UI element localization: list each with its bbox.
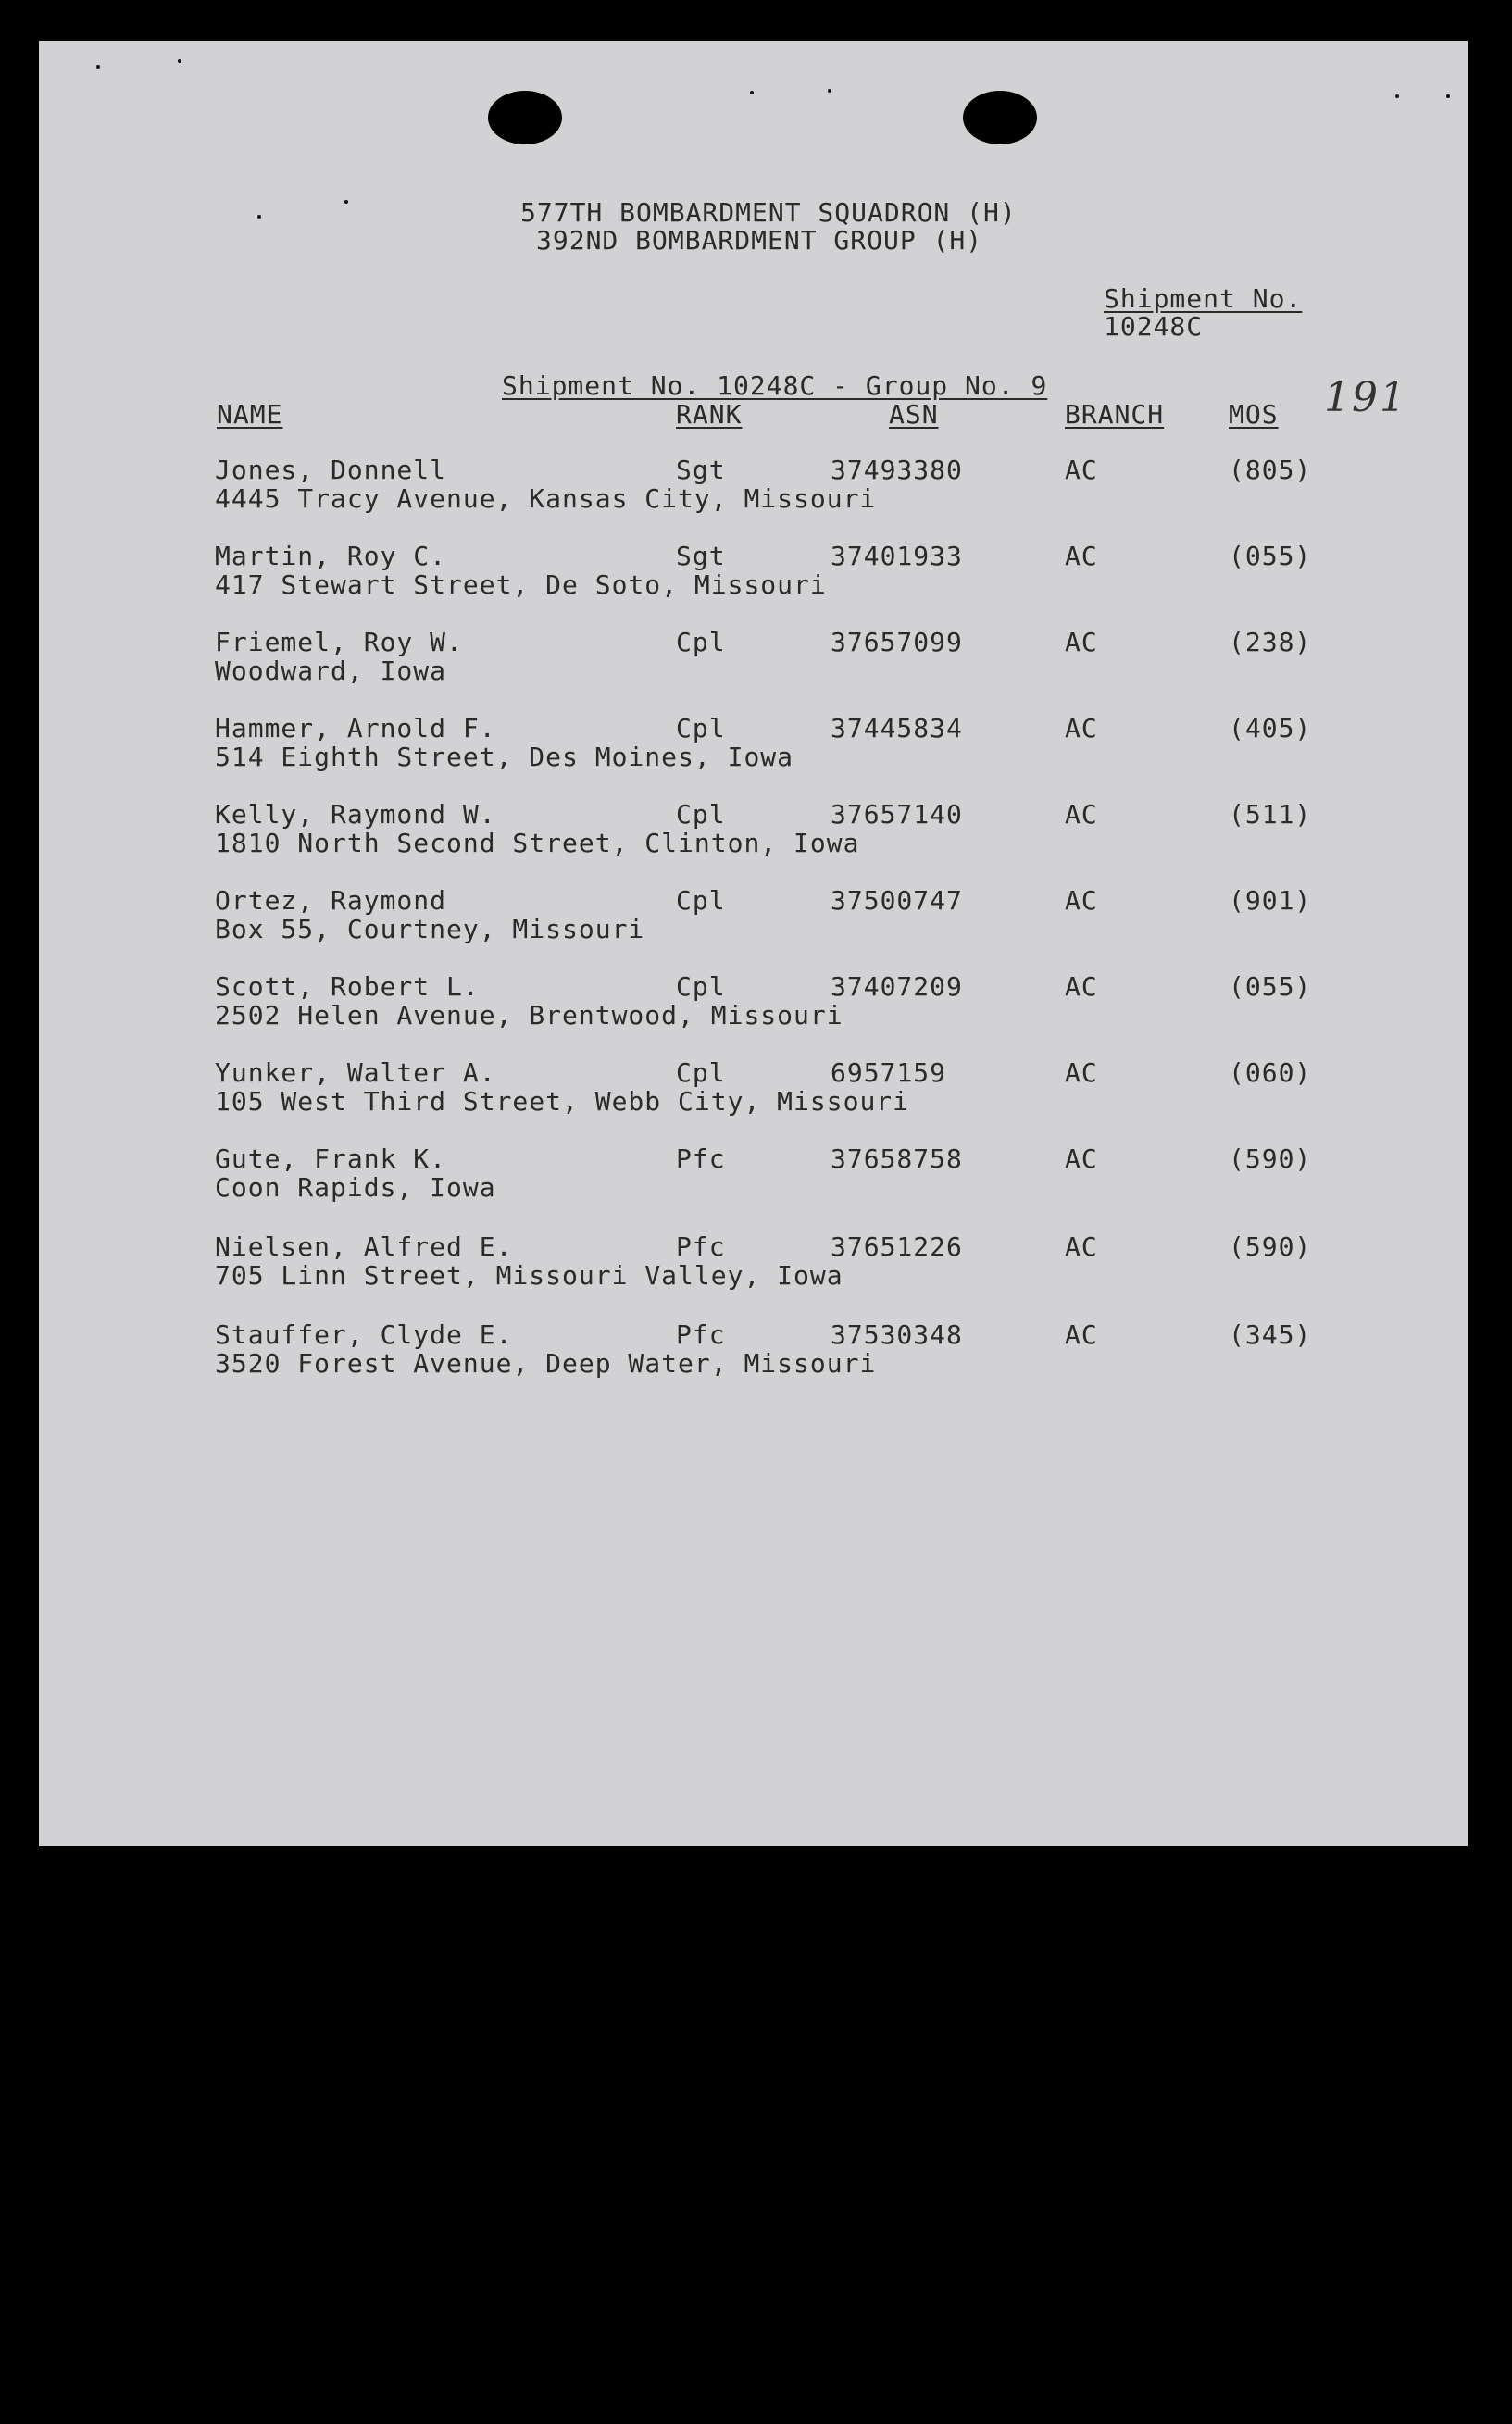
entry-mos: (060) [1229, 1057, 1312, 1088]
column-header-branch: BRANCH [1065, 399, 1165, 430]
entry-asn: 37401933 [831, 541, 963, 571]
entry-branch: AC [1065, 885, 1098, 916]
column-header-name: NAME [217, 399, 283, 430]
speck [828, 89, 831, 93]
shipment-label: Shipment No. [1104, 283, 1303, 314]
entry-rank: Cpl [676, 627, 726, 657]
entry-name: Kelly, Raymond W. [215, 799, 496, 830]
entry-asn: 37500747 [831, 885, 963, 916]
speck [1395, 94, 1399, 98]
entry-rank: Pfc [676, 1319, 726, 1350]
entry-address: Woodward, Iowa [215, 656, 447, 686]
entry-asn: 37530348 [831, 1319, 963, 1350]
entry-name: Martin, Roy C. [215, 541, 447, 571]
entry-name: Gute, Frank K. [215, 1143, 447, 1174]
entry-rank: Sgt [676, 541, 726, 571]
entry-rank: Cpl [676, 971, 726, 1002]
entry-address: Box 55, Courtney, Missouri [215, 914, 645, 944]
entry-mos: (511) [1229, 799, 1312, 830]
entry-branch: AC [1065, 713, 1098, 743]
entry-branch: AC [1065, 1231, 1098, 1262]
column-header-rank: RANK [676, 399, 743, 430]
entry-mos: (590) [1229, 1231, 1312, 1262]
entry-asn: 37657099 [831, 627, 963, 657]
entry-branch: AC [1065, 971, 1098, 1002]
entry-asn: 37658758 [831, 1143, 963, 1174]
entry-asn: 37657140 [831, 799, 963, 830]
entry-address: 2502 Helen Avenue, Brentwood, Missouri [215, 1000, 843, 1031]
entry-asn: 37445834 [831, 713, 963, 743]
roster-entry [39, 1232, 1468, 1297]
handwritten-page-number: 191 [1324, 374, 1407, 421]
speck [178, 59, 181, 63]
entry-mos: (590) [1229, 1143, 1312, 1174]
entry-address: 105 West Third Street, Webb City, Missouri [215, 1086, 910, 1117]
speck [344, 200, 348, 204]
roster-entry [39, 886, 1468, 951]
entry-rank: Sgt [676, 455, 726, 485]
entry-mos: (805) [1229, 455, 1312, 485]
roster-entry [39, 714, 1468, 779]
entry-asn: 37651226 [831, 1231, 963, 1262]
punch-hole-left [488, 91, 562, 144]
entry-name: Jones, Donnell [215, 455, 447, 485]
roster-entry [39, 542, 1468, 606]
entry-branch: AC [1065, 455, 1098, 485]
entry-mos: (405) [1229, 713, 1312, 743]
column-header-asn: ASN [889, 399, 939, 430]
speck [257, 215, 261, 219]
entry-address: 417 Stewart Street, De Soto, Missouri [215, 569, 827, 600]
squadron-heading: 577TH BOMBARDMENT SQUADRON (H) [520, 197, 1017, 228]
entry-rank: Cpl [676, 713, 726, 743]
entry-branch: AC [1065, 1143, 1098, 1174]
entry-name: Hammer, Arnold F. [215, 713, 496, 743]
entry-mos: (055) [1229, 541, 1312, 571]
entry-name: Friemel, Roy W. [215, 627, 463, 657]
entry-branch: AC [1065, 627, 1098, 657]
entry-address: 514 Eighth Street, Des Moines, Iowa [215, 742, 794, 772]
entry-address: Coon Rapids, Iowa [215, 1172, 496, 1203]
punch-hole-right [963, 91, 1037, 144]
entry-branch: AC [1065, 1319, 1098, 1350]
entry-address: 1810 North Second Street, Clinton, Iowa [215, 828, 860, 858]
column-header-mos: MOS [1229, 399, 1279, 430]
roster-entry [39, 1058, 1468, 1123]
entry-name: Ortez, Raymond [215, 885, 447, 916]
speck [750, 91, 754, 94]
entry-address: 3520 Forest Avenue, Deep Water, Missouri [215, 1348, 877, 1379]
entry-mos: (055) [1229, 971, 1312, 1002]
speck [96, 65, 100, 69]
entry-name: Scott, Robert L. [215, 971, 480, 1002]
entry-asn: 37493380 [831, 455, 963, 485]
entry-mos: (345) [1229, 1319, 1312, 1350]
roster-entry [39, 800, 1468, 865]
entry-asn: 37407209 [831, 971, 963, 1002]
entry-address: 705 Linn Street, Missouri Valley, Iowa [215, 1260, 843, 1291]
speck [1446, 94, 1450, 98]
roster-entry [39, 1320, 1468, 1385]
entry-rank: Cpl [676, 1057, 726, 1088]
entry-rank: Pfc [676, 1143, 726, 1174]
entry-branch: AC [1065, 541, 1098, 571]
entry-asn: 6957159 [831, 1057, 947, 1088]
entry-address: 4445 Tracy Avenue, Kansas City, Missouri [215, 483, 877, 514]
entry-branch: AC [1065, 1057, 1098, 1088]
entry-name: Yunker, Walter A. [215, 1057, 496, 1088]
document-page [39, 41, 1468, 1846]
shipment-number: 10248C [1104, 311, 1204, 342]
entry-mos: (901) [1229, 885, 1312, 916]
entry-name: Nielsen, Alfred E. [215, 1231, 513, 1262]
roster-entry [39, 628, 1468, 693]
entry-name: Stauffer, Clyde E. [215, 1319, 513, 1350]
shipment-group-line: Shipment No. 10248C - Group No. 9 [502, 370, 1048, 401]
roster-entry [39, 456, 1468, 520]
entry-branch: AC [1065, 799, 1098, 830]
roster-entry [39, 972, 1468, 1037]
entry-rank: Pfc [676, 1231, 726, 1262]
entry-rank: Cpl [676, 799, 726, 830]
roster-entry [39, 1144, 1468, 1209]
entry-mos: (238) [1229, 627, 1312, 657]
group-heading: 392ND BOMBARDMENT GROUP (H) [536, 225, 983, 256]
entry-rank: Cpl [676, 885, 726, 916]
